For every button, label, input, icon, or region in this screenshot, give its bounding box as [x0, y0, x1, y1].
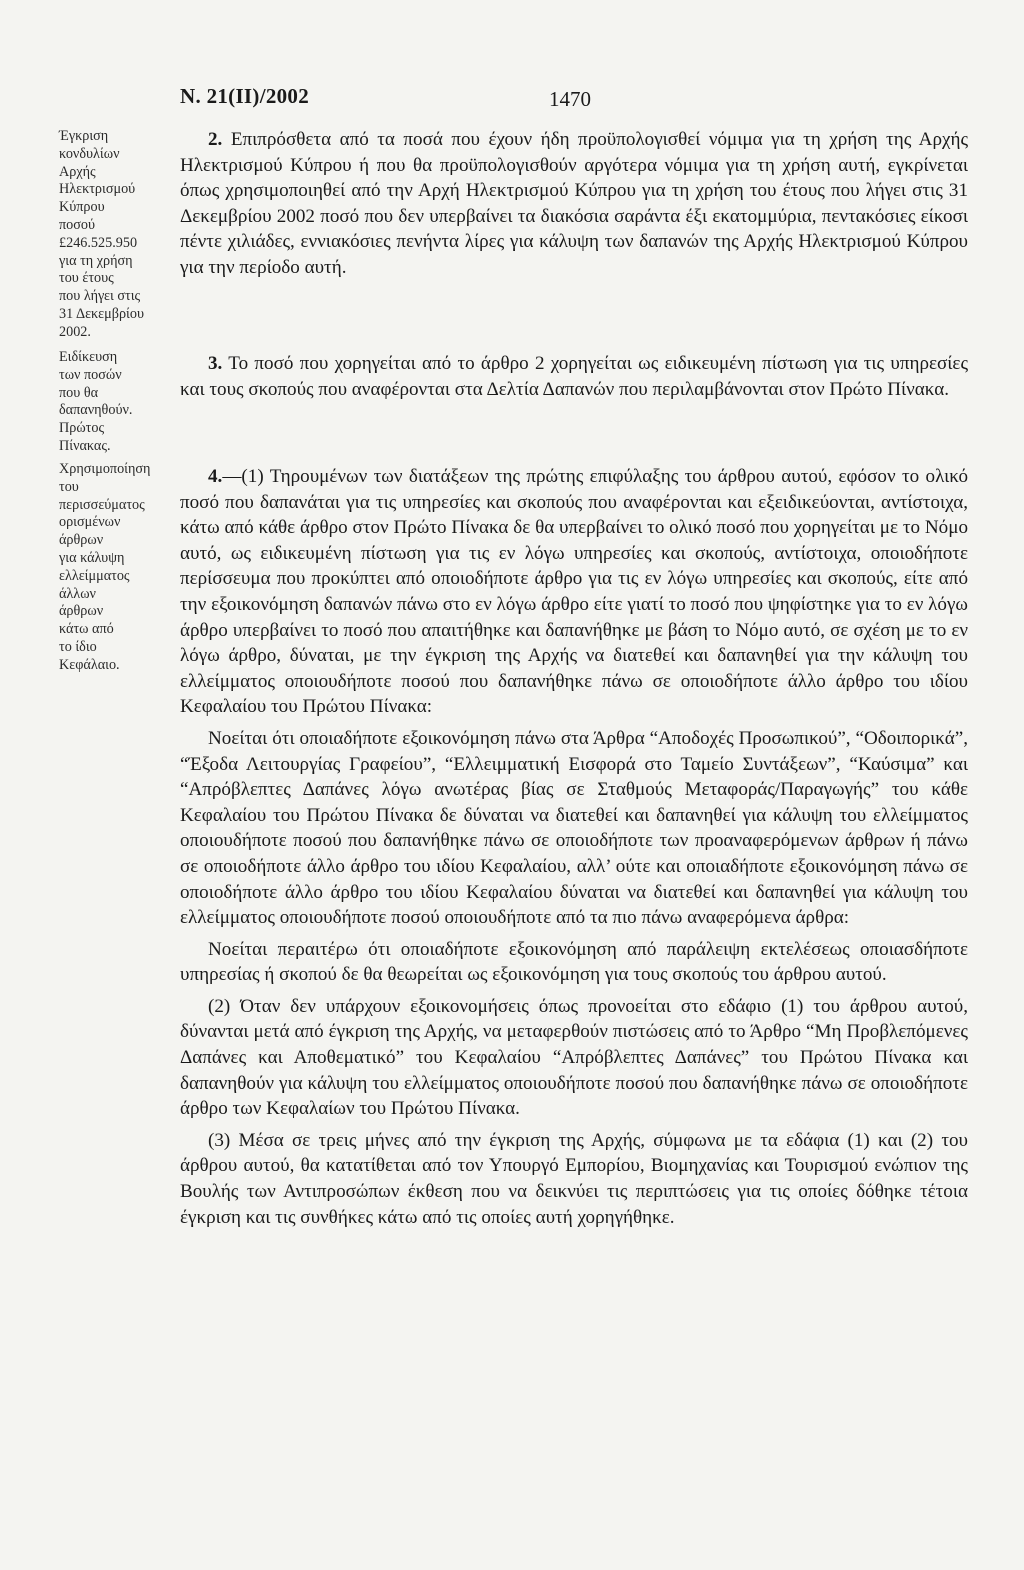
- section-4: [180, 464, 968, 1230]
- margin-line: κονδυλίων: [59, 145, 120, 162]
- margin-line: Ειδίκευση: [59, 349, 118, 365]
- section-2: [180, 127, 968, 281]
- margin-line: το ίδιο: [59, 638, 97, 655]
- margin-line: περισσεύματος: [59, 496, 145, 513]
- margin-line: για κάλυψη: [59, 549, 125, 566]
- margin-line: 31 Δεκεμβρίου: [59, 305, 144, 322]
- margin-line: που θα: [59, 384, 99, 401]
- margin-note-specification: [59, 349, 169, 456]
- margin-line: άλλων: [59, 585, 96, 602]
- section-text: Επιπρόσθετα από τα ποσά που έχουν ήδη προϋπολογισθεί νόμιμα για τη χρήση της Αρχής Ηλεκτρισμού Κύπρου ή που θα προϋπολογισθούν αργότερα νόμιμα για τη χρήση αυτή, εγκρίνεται όπως χρησιμοποιηθεί από την Αρχή Ηλεκτρισμού Κύπρου για τη χρήση του έτους που λήγει στις 31 Δεκεμβρίου 2002 ποσό που δεν υπερβαίνει τα διακόσια σαράντα έξι εκατομμύρια, πεντακόσιες είκοσι πέντε χιλιάδες, εννιακόσιες πενήντα λίρες για κάλυψη των δαπανών της Αρχής Ηλεκτρισμού Κύπρου για την περίοδο αυτή.: [180, 129, 969, 278]
- margin-line: των ποσών: [59, 366, 122, 383]
- margin-line: Χρησιμοποίηση: [59, 461, 151, 477]
- margin-line: άρθρων: [59, 603, 104, 620]
- margin-note-approval: [59, 128, 169, 342]
- margin-line: του: [59, 478, 79, 495]
- section-text: —(1) Τηρουμένων των διατάξεων της πρώτης επιφύλαξης του άρθρου αυτού, εφόσον το ολικό ποσό που δαπανάται για τις υπηρεσίες και σκοπούς που αναφέρονται και εξειδικεύονται, αντίστοιχα, κάτω από κάθε άρθρο στον Πρώτο Πίνακα δε θα υπερβαίνει το ολικό ποσό που χορηγείται με το Νόμο αυτό, ως ειδικευμένη πίστωση για τις εν λόγω υπηρεσίες και σκοπούς, αντίστοιχα, οποιοδήποτε περίσσευμα που προκύπτει από οποιοδήποτε άρθρο για τις εν λόγω υπηρεσίες και σκοπούς, είτε από την εξοικονόμηση δαπανών πάνω στο εν λόγω άρθρο είτε γιατί το ποσό που ψηφίστηκε για το εν λόγω άρθρο υπερβαίνει το ποσό που απαιτήθηκε και δαπανήθηκε με βάση το Νόμο αυτό, σε σχέση με το εν λόγω άρθρο, δύναται, με την έγκριση της Αρχής να διατεθεί και δαπανηθεί για την κάλυψη του ελλείμματος οποιουδήποτε ποσού που δαπανήθηκε πάνω σε οποιοδήποτε άλλο άρθρο του ιδίου Κεφαλαίου του Πρώτου Πίνακα:: [180, 466, 968, 718]
- margin-line: που λήγει στις: [59, 288, 141, 305]
- margin-line: Κεφάλαιο.: [59, 656, 120, 673]
- margin-line: Πίνακας.: [59, 437, 111, 454]
- margin-line: Έγκριση: [59, 128, 109, 144]
- margin-line: κάτω από: [59, 621, 114, 638]
- margin-line: Αρχής: [59, 163, 96, 180]
- margin-line: ελλείμματος: [59, 567, 130, 584]
- section-number: 4.: [208, 466, 223, 487]
- section-number: 2.: [208, 129, 223, 150]
- margin-line: Κύπρου: [59, 199, 105, 216]
- margin-line: δαπανηθούν.: [59, 402, 133, 419]
- margin-line: του έτους: [59, 270, 114, 287]
- proviso-2: Νοείται περαιτέρω ότι οποιαδήποτε εξοικονόμηση από παράλειψη εκτελέσεως οποιασδήποτε υπηρεσίας ή σκοπού δε θα θεωρείται ως εξοικονόμηση για τους σκοπούς του άρθρου αυτού.: [180, 938, 968, 986]
- section-number: 3.: [208, 353, 223, 374]
- margin-line: ορισμένων: [59, 514, 121, 531]
- margin-line: άρθρων: [59, 532, 104, 549]
- margin-line: για τη χρήση: [59, 252, 133, 269]
- proviso-1: Νοείται ότι οποιαδήποτε εξοικονόμηση πάνω στα Άρθρα “Αποδοχές Προσωπικού”, “Οδοιπορικά”, “Έξοδα Λειτουργίας Γραφείου”, “Ελλειμματική Εισφορά στο Ταμείο Συντάξεων”, “Καύσιμα” και “Απρόβλεπτες Δαπάνες λόγω ανωτέρας βίας σε Σταθμούς Μεταφοράς/Παραγωγής” του κάθε Κεφαλαίου του Πρώτου Πίνακα δε δύναται να διατεθεί και δαπανηθεί για κάλυψη του ελλείμματος οποιουδήποτε ποσού που δαπανήθηκε πάνω σε οποιοδήποτε των προαναφερόμενων άρθρων ή πάνω σε οποιοδήποτε άλλο άρθρο του ιδίου Κεφαλαίου, αλλ’ ούτε και οποιαδήποτε εξοικονόμηση πάνω σε οποιοδήποτε άλλο άρθρο του ιδίου Κεφαλαίου δύναται να διατεθεί και δαπανηθεί για κάλυψη του ελλείμματος οποιουδήποτε ποσού οποιουδήποτε από τα πιο πάνω αναφερόμενα άρθρα:: [180, 727, 968, 929]
- section-3: [180, 351, 968, 402]
- page-header-law-number: Ν. 21(ΙΙ)/2002: [180, 84, 310, 108]
- margin-line: £246.525.950: [59, 234, 138, 251]
- margin-line: Ηλεκτρισμού: [59, 181, 136, 198]
- margin-line: 2002.: [59, 323, 91, 340]
- margin-line: ποσού: [59, 216, 96, 233]
- subsection-3: (3) Μέσα σε τρεις μήνες από την έγκριση της Αρχής, σύμφωνα με τα εδάφια (1) και (2) του άρθρου αυτού, θα κατατίθεται από τον Υπουργό Εμπορίου, Βιομηχανίας και Τουρισμού ενώπιον της Βουλής των Αντιπροσώπων έκθεση που να δεικνύει τις περιπτώσεις για τις οποίες δόθηκε τέτοια έγκριση και τις συνθήκες κάτω από τις οποίες αυτή χορηγήθηκε.: [180, 1129, 968, 1228]
- subsection-2: (2) Όταν δεν υπάρχουν εξοικονομήσεις όπως προνοείται στο εδάφιο (1) του άρθρου αυτού, δύνανται μετά από έγκριση της Αρχής, να μεταφερθούν πιστώσεις από το Άρθρο “Μη Προβλεπόμενες Δαπάνες και Αποθεματικό” του Κεφαλαίου “Απρόβλεπτες Δαπάνες” του Πρώτου Πίνακα και δαπανηθούν για κάλυψη του ελλείμματος οποιουδήποτε ποσού που δαπανήθηκε πάνω σε οποιοδήποτε άρθρο των Κεφαλαίων του Πρώτου Πίνακα.: [180, 995, 968, 1120]
- page-number: 1470: [549, 87, 591, 111]
- margin-note-surplus-use: [59, 461, 169, 675]
- margin-line: Πρώτος: [59, 420, 105, 437]
- section-text: Το ποσό που χορηγείται από το άρθρο 2 χορηγείται ως ειδικευμένη πίστωση για τις υπηρεσίες και τους σκοπούς που αναφέρονται στα Δελτία Δαπανών που περιλαμβάνονται στον Πρώτο Πίνακα.: [180, 353, 969, 400]
